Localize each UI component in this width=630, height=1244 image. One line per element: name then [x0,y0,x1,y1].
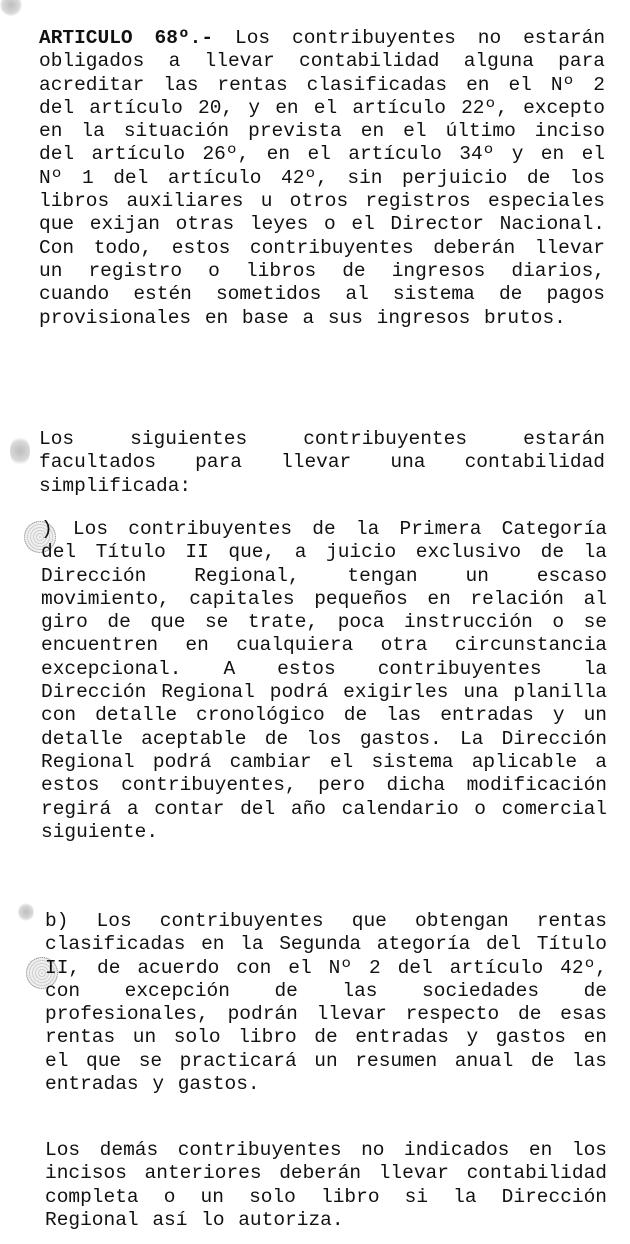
article-intro-body: Los contribuyentes no estarán obligados a llevar contabilidad alguna para acreditar las rentas clasificadas en el Nº 2 del artículo 20, y en el artículo 22º, excepto en la situación prevista en el último inciso del artículo 26º, en el artículo 34º y en el Nº 1 del artículo 42º, sin perjuicio de los libros auxiliares u otros registros especiales que exijan otras leyes o el Director Nacional. Con todo, estos contribuyentes deberán llevar un registro o libros de ingresos diarios, cuando estén sometidos al sistema de pagos provisionales en base a sus ingresos brutos. [39,27,606,329]
simplified-accounting-intro: Los siguientes contribuyentes estarán facultados para llevar una contabilidad simplificada: [39,428,605,497]
item-a-paragraph: ) Los contribuyentes de la Primera Categoría del Título II que, a juicio exclusivo de la Dirección Regional, tengan un escaso movimiento, capitales pequeños en relación al giro de que se trate, poca instrucción o se encuentren en cualquiera otra circunstancia excepcional. A estos contribuyentes la Dirección Regional podrá exigirles una planilla con detalle cronológico de las entradas y un detalle aceptable de los gastos. La Dirección Regional podrá cambiar el sistema aplicable a estos contribuyentes, pero dicha modificación regirá a contar del año calendario o comercial siguiente. [41,518,607,843]
scan-speck [0,0,22,16]
scan-speck [18,903,34,921]
article-68-paragraph [39,27,605,330]
scan-speck [10,436,30,466]
closing-paragraph: Los demás contribuyentes no indicados en los incisos anteriores deberán llevar contabilidad completa o un solo libro si la Dirección Regional así lo autoriza. [45,1139,607,1231]
article-heading: ARTICULO 68º.- [39,27,214,49]
item-b-paragraph: b) Los contribuyentes que obtengan rentas clasificadas en la Segunda ategoría del Título II, de acuerdo con el Nº 2 del artículo 42º, con excepción de las sociedades de profesionales, podrán llevar respecto de esas rentas un solo libro de entradas y gastos en el que se practicará un resumen anual de las entradas y gastos. [45,910,607,1096]
